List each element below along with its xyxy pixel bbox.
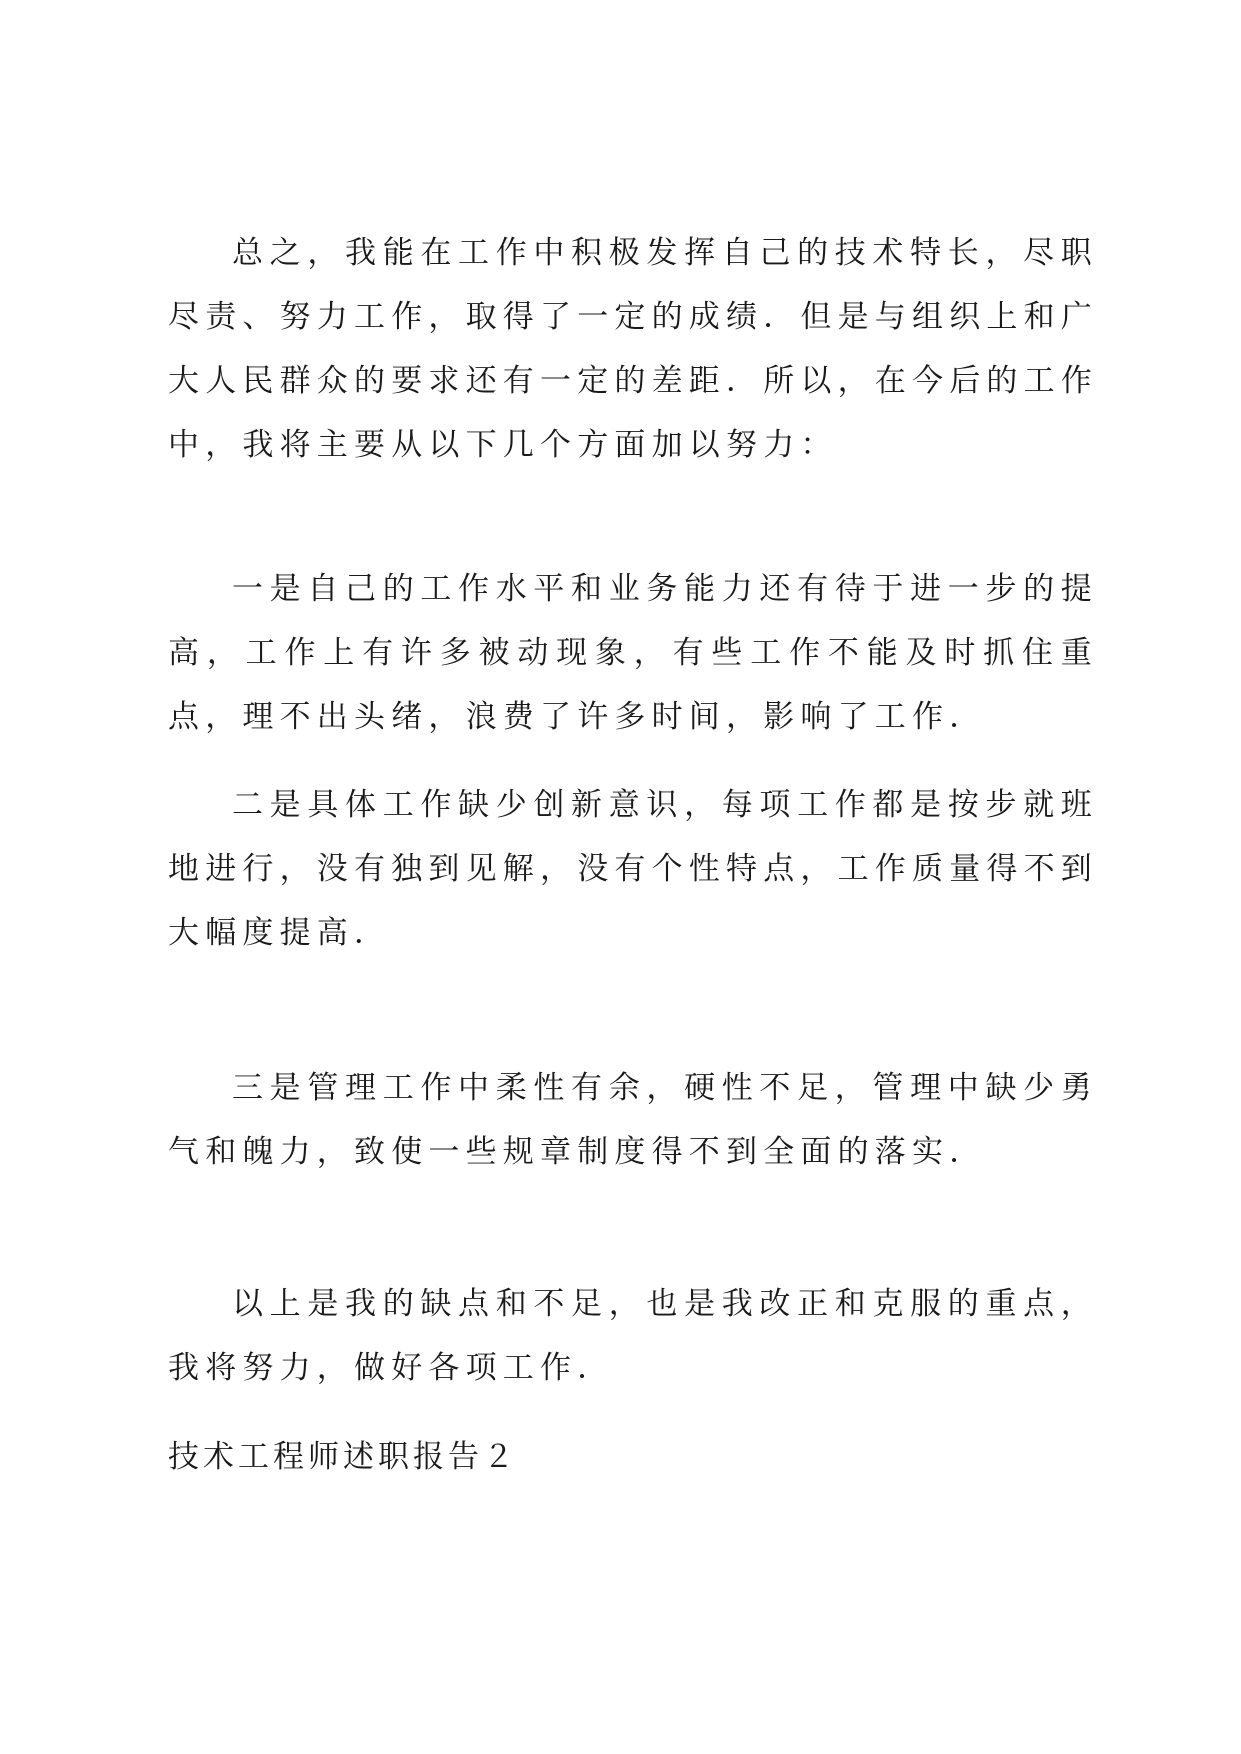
paragraph-point-two: 二是具体工作缺少创新意识，每项工作都是按步就班地进行，没有独到见解，没有个性特点，工作质量得不到大幅度提高．	[168, 787, 1098, 951]
section-heading: 技术工程师述职报告２	[168, 1439, 518, 1475]
paragraph-conclusion: 以上是我的缺点和不足，也是我改正和克服的重点，我将努力，做好各项工作．	[168, 1286, 1098, 1386]
paragraph-summary: 总之，我能在工作中积极发挥自己的技术特长，尽职尽责、努力工作，取得了一定的成绩．但是与组织上和广大人民群众的要求还有一定的差距．所以，在今后的工作中，我将主要从以下几个方面加以努力：	[168, 235, 1098, 463]
paragraph-point-three: 三是管理工作中柔性有余，硬性不足，管理中缺少勇气和魄力，致使一些规章制度得不到全面的落实．	[168, 1070, 1098, 1170]
paragraph-point-one: 一是自己的工作水平和业务能力还有待于进一步的提高，工作上有许多被动现象，有些工作不能及时抓住重点，理不出头绪，浪费了许多时间，影响了工作．	[168, 571, 1098, 735]
